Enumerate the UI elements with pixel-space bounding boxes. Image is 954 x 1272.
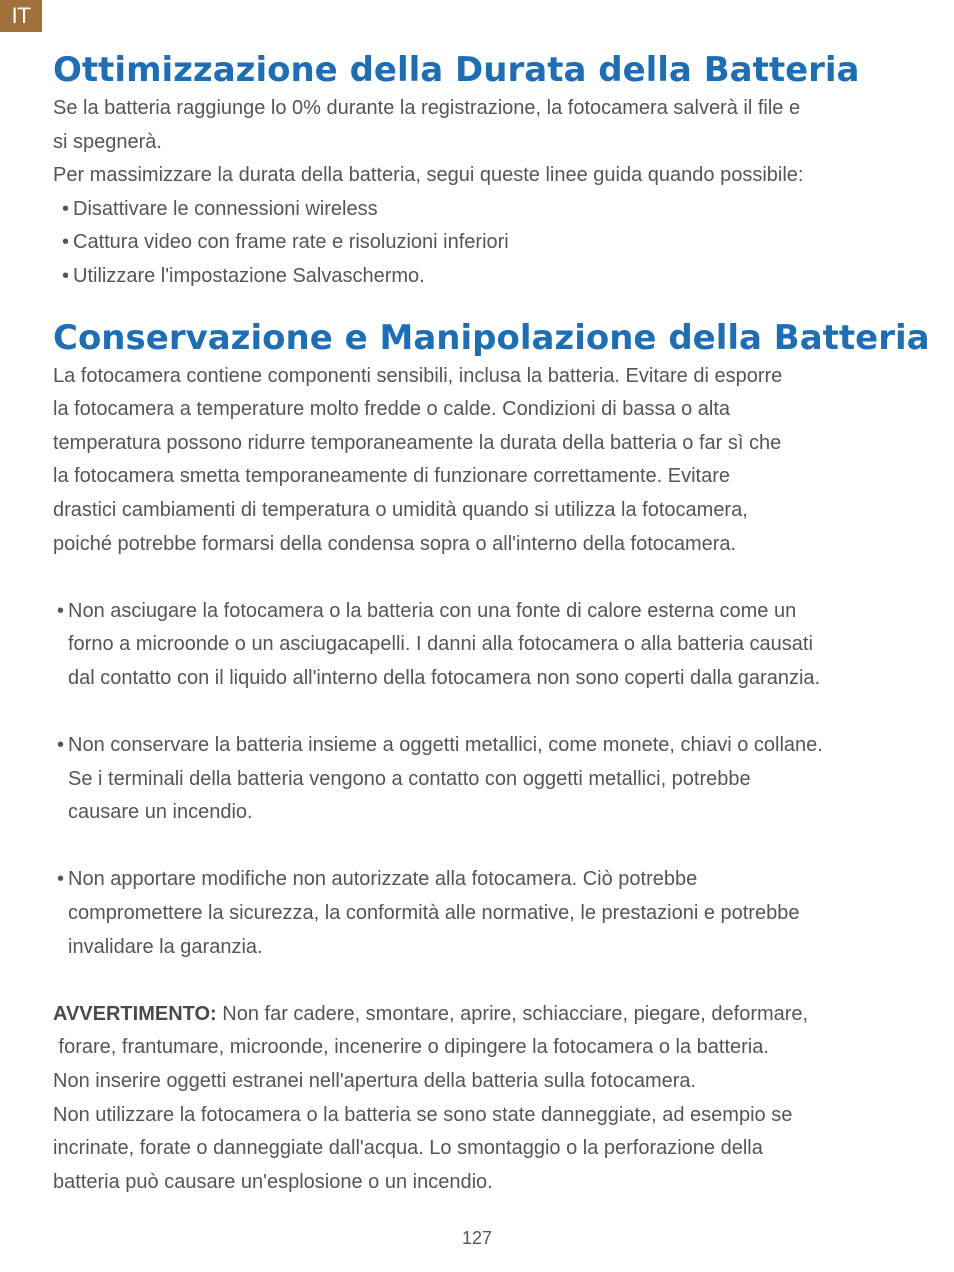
bullet-text: compromettere la sicurezza, la conformità alle normative, le prestazioni e potrebbe [68,902,800,925]
bullet-line [53,863,913,897]
bullet-text: Se i terminali della batteria vengono a contatto con oggetti metallici, potrebbe [68,767,751,790]
warning-line [53,998,913,1032]
warning-line: Non utilizzare la fotocamera o la batteria se sono state danneggiate, ad esempio se [53,1103,793,1126]
bullet-icon: • [61,197,69,220]
body-line: drastici cambiamenti di temperatura o umidità quando si utilizza la fotocamera, [53,498,748,521]
list-item [53,226,913,260]
section-title-battery-life: Ottimizzazione della Durata della Batteria [53,50,860,90]
bullet-line [53,729,913,763]
bullet-icon: • [61,264,69,287]
list-item-text: Disattivare le connessioni wireless [73,197,378,220]
page-content [53,48,930,1199]
bullet-icon: • [56,734,64,757]
body-line: La fotocamera contiene componenti sensibili, inclusa la batteria. Evitare di esporre [53,364,783,387]
bullet-text: Non apportare modifiche non autorizzate alla fotocamera. Ciò potrebbe [68,868,698,891]
warning-line: incrinate, forate o danneggiate dall'acqua. Lo smontaggio o la perforazione della [53,1137,763,1160]
bullet-text: invalidare la garanzia. [68,935,263,958]
warning-label: AVVERTIMENTO: [53,1002,217,1025]
bullet-icon: • [61,231,69,254]
warning-line: forare, frantumare, microonde, incenerire o dipingere la fotocamera o la batteria. [53,1036,769,1059]
body-line: temperatura possono ridurre temporaneamente la durata della batteria o far sì che [53,431,782,454]
bullet-text: Non asciugare la fotocamera o la batteria con una fonte di calore esterna come un [68,599,797,622]
bullet-line [53,931,913,965]
body-line: la fotocamera a temperature molto fredde o calde. Condizioni di bassa o alta [53,398,731,421]
list-item-text: Utilizzare l'impostazione Salvaschermo. [73,264,425,287]
warning-text: Non far cadere, smontare, aprire, schiacciare, piegare, deformare, [216,1002,809,1025]
bullet-line [53,897,913,931]
body-line: poiché potrebbe formarsi della condensa sopra o all'interno della fotocamera. [53,532,737,555]
bullet-line [53,796,913,830]
bullet-text: dal contatto con il liquido all'interno della fotocamera non sono coperti dalla garanzia. [68,666,821,689]
list-item [53,193,913,227]
bullet-line [53,662,913,696]
body-line: Se la batteria raggiunge lo 0% durante la registrazione, la fotocamera salverà il file e [53,97,801,119]
body-line: si spegnerà. [53,130,162,153]
body-line: la fotocamera smetta temporaneamente di funzionare correttamente. Evitare [53,465,731,488]
bullet-text: causare un incendio. [68,801,253,824]
list-item-text: Cattura video con frame rate e risoluzioni inferiori [73,231,509,254]
warning-line: batteria può causare un'esplosione o un incendio. [53,1170,493,1193]
bullet-text: Non conservare la batteria insieme a oggetti metallici, come monete, chiavi o collane. [68,734,823,757]
warning-line: Non inserire oggetti estranei nell'apertura della batteria sulla fotocamera. [53,1070,697,1093]
section-title-battery-storage: Conservazione e Manipolazione della Batteria [53,317,930,358]
list-item [53,260,913,294]
bullet-icon: • [56,868,64,891]
bullet-icon: • [56,599,64,622]
language-tab: IT [0,0,42,32]
page-number: 127 [461,1228,493,1248]
body-line: Per massimizzare la durata della batteria, segui queste linee guida quando possibile: [53,164,804,187]
bullet-line [53,763,913,797]
bullet-line [53,595,913,629]
bullet-line [53,628,913,662]
bullet-text: forno a microonde o un asciugacapelli. I danni alla fotocamera o alla batteria causati [68,633,813,656]
